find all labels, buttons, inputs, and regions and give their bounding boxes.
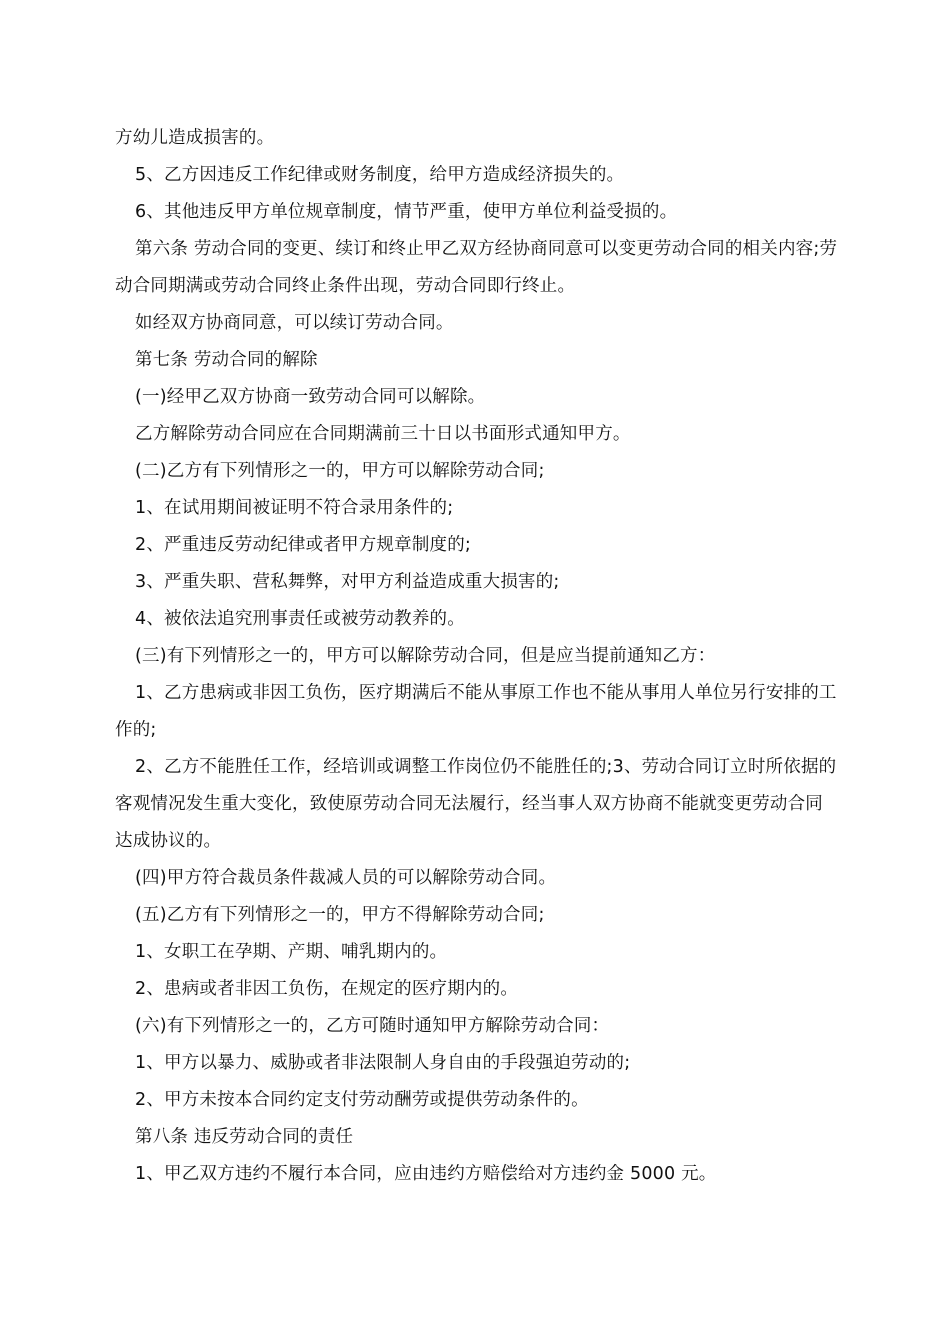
paragraph-8: (二)乙方有下列情形之一的，甲方可以解除劳动合同; [135, 461, 545, 481]
paragraph-17: (五)乙方有下列情形之一的，甲方不得解除劳动合同; [135, 905, 545, 925]
paragraph-22: 2、甲方未按本合同约定支付劳动酬劳或提供劳动条件的。 [135, 1090, 589, 1110]
paragraph-4: 如经双方协商同意，可以续订劳动合同。 [135, 313, 454, 333]
paragraph-19: 2、患病或者非因工负伤，在规定的医疗期内的。 [135, 979, 519, 999]
paragraph-20: (六)有下列情形之一的，乙方可随时通知甲方解除劳动合同： [135, 1016, 610, 1036]
paragraph-18: 1、女职工在孕期、产期、哺乳期内的。 [135, 942, 448, 962]
paragraph-24: 1、甲乙双方违约不履行本合同，应由违约方赔偿给对方违约金 5000 元。 [135, 1164, 717, 1184]
paragraph-21: 1、甲方以暴力、威胁或者非法限制人身自由的手段强迫劳动的; [135, 1053, 631, 1073]
paragraph-9: 1、在试用期间被证明不符合录用条件的; [135, 498, 454, 518]
paragraph-13: (三)有下列情形之一的，甲方可以解除劳动合同，但是应当提前通知乙方： [135, 646, 716, 666]
paragraph-10: 2、严重违反劳动纪律或者甲方规章制度的; [135, 535, 472, 555]
paragraph-11: 3、严重失职、营私舞弊，对甲方利益造成重大损害的; [135, 572, 560, 592]
paragraph-15: 2、乙方不能胜任工作，经培训或调整工作岗位仍不能胜任的;3、劳动合同订立时所依据的客观情况发生重大变化，致使原劳动合同无法履行，经当事人双方协商不能就变更劳动合同达成协议的。 [115, 757, 837, 851]
paragraph-3: 第六条 劳动合同的变更、续订和终止甲乙双方经协商同意可以变更劳动合同的相关内容;劳动合同期满或劳动合同终止条件出现，劳动合同即行终止。 [115, 239, 838, 296]
paragraph-12: 4、被依法追究刑事责任或被劳动教养的。 [135, 609, 465, 629]
paragraph-16: (四)甲方符合裁员条件裁减人员的可以解除劳动合同。 [135, 868, 557, 888]
paragraph-1: 5、乙方因违反工作纪律或财务制度，给甲方造成经济损失的。 [135, 165, 625, 185]
paragraph-14: 1、乙方患病或非因工负伤，医疗期满后不能从事原工作也不能从事用人单位另行安排的工作的; [115, 683, 837, 740]
paragraph-6: (一)经甲乙双方协商一致劳动合同可以解除。 [135, 387, 486, 407]
paragraph-7: 乙方解除劳动合同应在合同期满前三十日以书面形式通知甲方。 [135, 424, 631, 444]
paragraph-2: 6、其他违反甲方单位规章制度，情节严重，使甲方单位利益受损的。 [135, 202, 678, 222]
paragraph-23: 第八条 违反劳动合同的责任 [135, 1127, 354, 1147]
document-body [115, 120, 840, 1193]
paragraph-0: 方幼儿造成损害的。 [115, 128, 275, 148]
paragraph-5: 第七条 劳动合同的解除 [135, 350, 318, 370]
